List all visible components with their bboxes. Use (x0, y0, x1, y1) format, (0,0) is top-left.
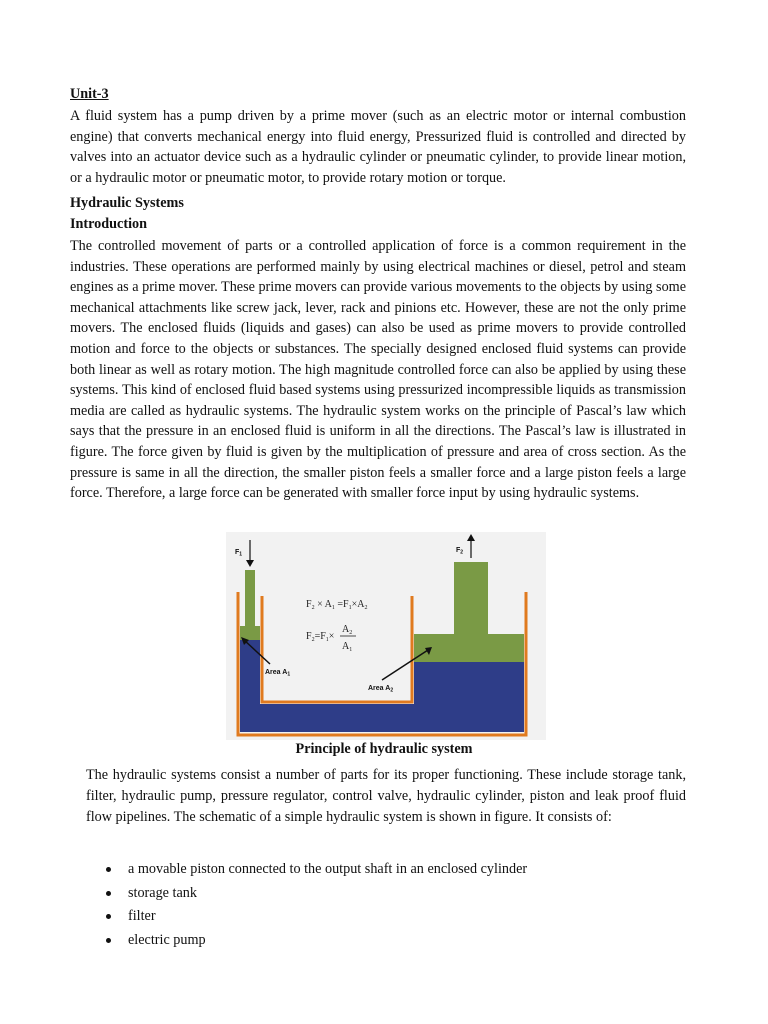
small-piston-rod (245, 570, 255, 626)
section-title: Hydraulic Systems (70, 195, 184, 211)
intro-paragraph: A fluid system has a pump driven by a prime mover (such as an electric motor or internal combustion engine) that converts mechanical energy into fluid energy, Pressurized fluid is controlled and directed by valves into an actuator device such as a hydraulic cylinder or pneumatic cylinder, to provide linear motion, or a hydraulic motor or pneumatic motor, to provide rotary motion or torque. (70, 108, 686, 186)
list-item: electric pump (86, 929, 527, 953)
list-item: filter (86, 905, 527, 929)
pascal-law-figure (226, 532, 546, 740)
large-piston-rod (454, 562, 488, 634)
f1-label: $F_1$ (235, 549, 243, 558)
hydraulic-diagram (226, 532, 546, 740)
list-item: storage tank (86, 882, 527, 906)
parts-list (86, 858, 527, 952)
bullet-icon (106, 938, 111, 943)
subsection-title: Introduction (70, 216, 147, 232)
bullet-icon (106, 867, 111, 872)
list-item: a movable piston connected to the output shaft in an enclosed cylinder (86, 858, 527, 882)
unit-title: Unit-3 (70, 86, 109, 102)
bullet-icon (106, 891, 111, 896)
equation-1: $F_2 \times A_1 =F_1\times A_2$ (306, 599, 368, 611)
equation-2-denominator: $A_1$ (342, 641, 353, 653)
fluid-right-column (414, 662, 524, 732)
f2-label: $F_2$ (456, 547, 464, 556)
area1-label: Area $A_1$ (265, 669, 291, 678)
equation-2-numerator: $A_2$ (342, 624, 353, 636)
area2-label: Area $A_2$ (368, 685, 394, 694)
parts-paragraph: The hydraulic systems consist a number of parts for its proper functioning. These include storage tank, filter, hydraulic pump, pressure regulator, control valve, hydraulic cylinder, piston and leak proof fluid flow pipelines. The schematic of a simple hydraulic system is shown in figure. It consists of: (86, 767, 686, 825)
bullet-icon (106, 914, 111, 919)
equation-2-lhs: $F_2=F_1\times$ (306, 631, 335, 643)
figure-caption: Principle of hydraulic system (295, 741, 473, 757)
body-paragraph: The controlled movement of parts or a controlled application of force is a common requirement in the industries. These operations are performed mainly by using electrical machines or diesel, petrol and steam engines as a prime mover. These prime movers can provide various movements to the objects by using some mechanical attachments like screw jack, lever, rack and pinions etc. However, these are not the only prime movers. The enclosed fluids (liquids and gases) can also be used as prime movers to provide controlled motion and force to the objects or substances. The specially designed enclosed fluid systems can provide both linear as well as rotary motion. The high magnitude controlled force can also be applied by using these systems. This kind of enclosed fluid based systems using pressurized incompressible liquids as transmission media are called as hydraulic systems. The hydraulic system works on the principle of Pascal’s law which says that the pressure in an enclosed fluid is uniform in all the directions. The Pascal’s law is illustrated in figure. The force given by fluid is given by the multiplication of pressure and area of cross section. As the pressure is same in all the direction, the smaller piston feels a smaller force and a large piston feels a large force. Therefore, a large force can be generated with smaller force input by using hydraulic systems. (70, 238, 686, 502)
